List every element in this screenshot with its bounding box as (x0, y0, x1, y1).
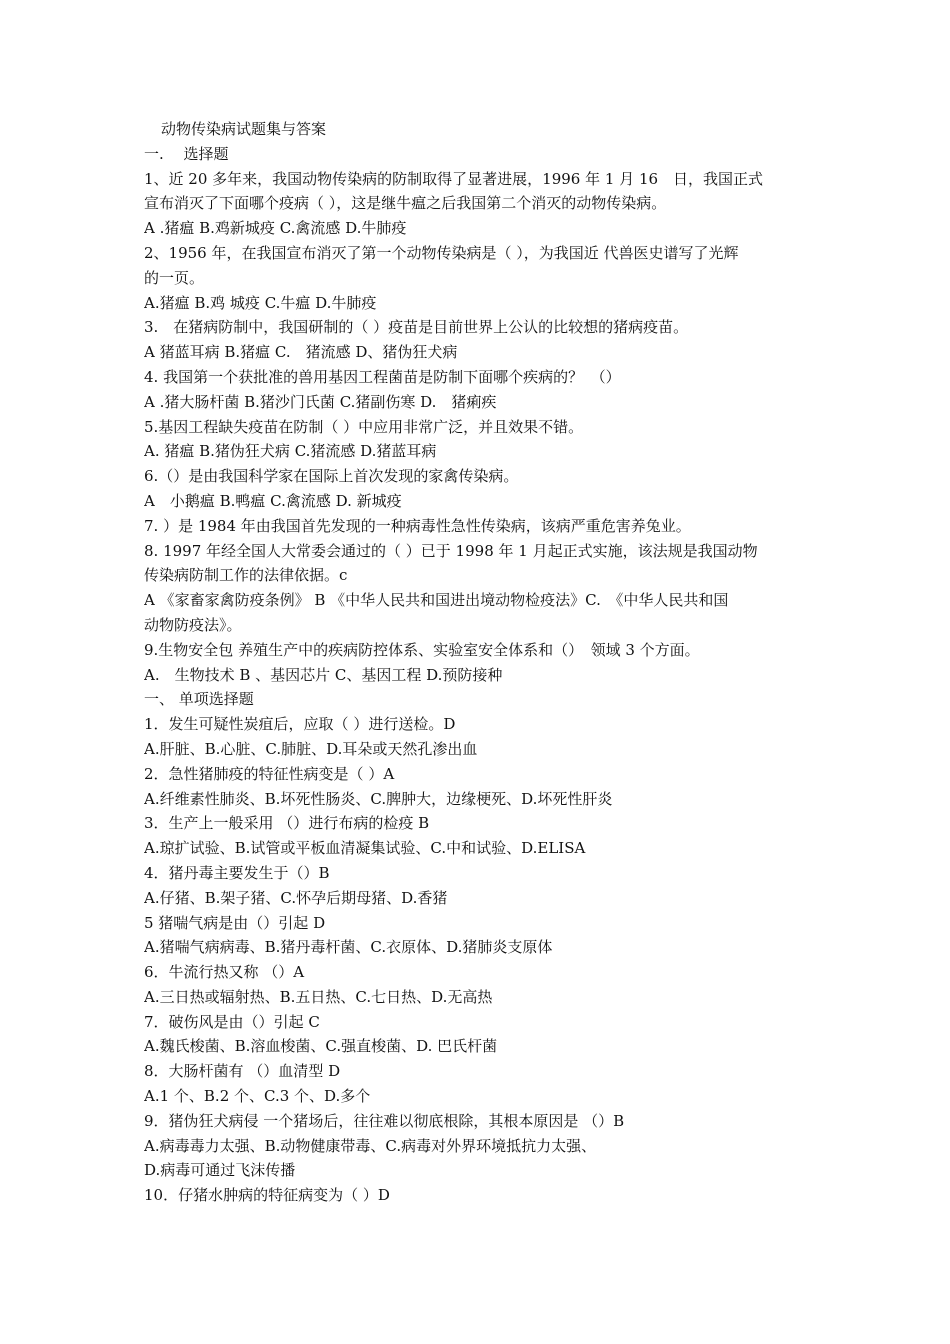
text-line: 的一页。 (144, 268, 205, 287)
document-body (144, 117, 814, 1208)
text-line: A.仔猪、B.架子猪、C.怀孕后期母猪、D.香猪 (144, 888, 448, 907)
text-line: 3. 在猪病防制中，我国研制的（ ）疫苗是目前世界上公认的比较想的猪病疫苗。 (144, 318, 689, 337)
text-line: A 小鹅瘟 B.鸭瘟 C.禽流感 D. 新城疫 (144, 491, 402, 510)
text-line: A.三日热或辐射热、B.五日热、C.七日热、D.无高热 (144, 987, 493, 1006)
text-line: A.猪喘气病病毒、B.猪丹毒杆菌、C.衣原体、D.猪肺炎支原体 (144, 938, 553, 957)
text-line: 传染病防制工作的法律依据。c (144, 566, 348, 585)
text-line: A.肝脏、B.心脏、C.肺脏、D.耳朵或天然孔渗出血 (144, 739, 478, 758)
text-line: 3．生产上一般采用 （）进行布病的检疫 B (144, 814, 430, 833)
text-line: A.纤维素性肺炎、B.坏死性肠炎、C.脾肿大，边缘梗死、D.坏死性肝炎 (144, 789, 613, 808)
text-line: A.琼扩试验、B.试管或平板血清凝集试验、C.中和试验、D.ELISA (144, 839, 586, 858)
text-line: A.1 个、B.2 个、C.3 个、D.多个 (144, 1087, 371, 1106)
text-line: 4．猪丹毒主要发生于（）B (144, 863, 330, 882)
text-line: A.病毒毒力太强、B.动物健康带毒、C.病毒对外界环境抵抗力太强、 (144, 1136, 597, 1155)
text-line: 10．仔猪水肿病的特征病变为（ ）D (144, 1186, 390, 1205)
text-line: 7. ）是 1984 年由我国首先发现的一种病毒性急性传染病，该病严重危害养兔业。 (144, 516, 691, 535)
text-line: D.病毒可通过飞沫传播 (144, 1161, 296, 1180)
text-line: 6.（）是由我国科学家在国际上首次发现的家禽传染病。 (144, 467, 519, 486)
text-line: A. 生物技术 B 、基因芯片 C、基因工程 D.预防接种 (144, 665, 503, 684)
text-line: 1．发生可疑性炭疽后，应取（ ）进行送检。D (144, 715, 456, 734)
text-line: 宣布消灭了下面哪个疫病（ ），这是继牛瘟之后我国第二个消灭的动物传染病。 (144, 194, 667, 213)
text-line: A .猪瘟 B.鸡新城疫 C.禽流感 D.牛肺疫 (144, 219, 407, 238)
text-line: 9．猪伪狂犬病侵 一个猪场后，往往难以彻底根除，其根本原因是 （）B (144, 1111, 625, 1130)
document-title: 动物传染病试题集与答案 (161, 120, 327, 138)
text-line: 7．破伤风是由（）引起 C (144, 1012, 320, 1031)
text-line: A 猪蓝耳病 B.猪瘟 C. 猪流感 D、猪伪狂犬病 (144, 343, 458, 362)
text-line: 一. 选择题 (144, 144, 229, 163)
text-line: A 《家畜家禽防疫条例》 B 《中华人民共和国进出境动物检疫法》C. 《中华人民共和国 (144, 591, 729, 610)
text-line: 2、1956 年，在我国宣布消灭了第一个动物传染病是（ ），为我国近 代兽医史谱写了光辉 (144, 243, 739, 262)
text-line: 9.生物安全包 养殖生产中的疾病防控体系、实验室安全体系和（） 领域 3 个方面。 (144, 640, 700, 659)
text-line: 6．牛流行热又称 （）A (144, 963, 305, 982)
text-line: A.猪瘟 B.鸡 城疫 C.牛瘟 D.牛肺疫 (144, 293, 377, 312)
text-line: 动物防疫法》。 (144, 615, 242, 634)
text-line: 4. 我国第一个获批准的兽用基因工程菌苗是防制下面哪个疾病的？ （） (144, 367, 621, 386)
text-line: 8．大肠杆菌有 （）血清型 D (144, 1062, 341, 1081)
text-line: 5 猪喘气病是由（）引起 D (144, 913, 326, 932)
text-line: 2．急性猪肺疫的特征性病变是（ ）A (144, 764, 395, 783)
text-line: 一、 单项选择题 (144, 690, 254, 709)
text-line: A.魏氏梭菌、B.溶血梭菌、C.强直梭菌、D. 巴氏杆菌 (144, 1037, 498, 1056)
text-line: 8. 1997 年经全国人大常委会通过的（ ）已于 1998 年 1 月起正式实施，该法规是我国动物 (144, 541, 758, 560)
text-line: 1、近 20 多年来，我国动物传染病的防制取得了显著进展，1996 年 1 月 16 日，我国正式 (144, 169, 764, 188)
text-line: 5.基因工程缺失疫苗在防制（ ）中应用非常广泛，并且效果不错。 (144, 417, 584, 436)
text-line: A .猪大肠杆菌 B.猪沙门氏菌 C.猪副伤寒 D. 猪痢疾 (144, 392, 497, 411)
text-line: A. 猪瘟 B.猪伪狂犬病 C.猪流感 D.猪蓝耳病 (144, 442, 437, 461)
